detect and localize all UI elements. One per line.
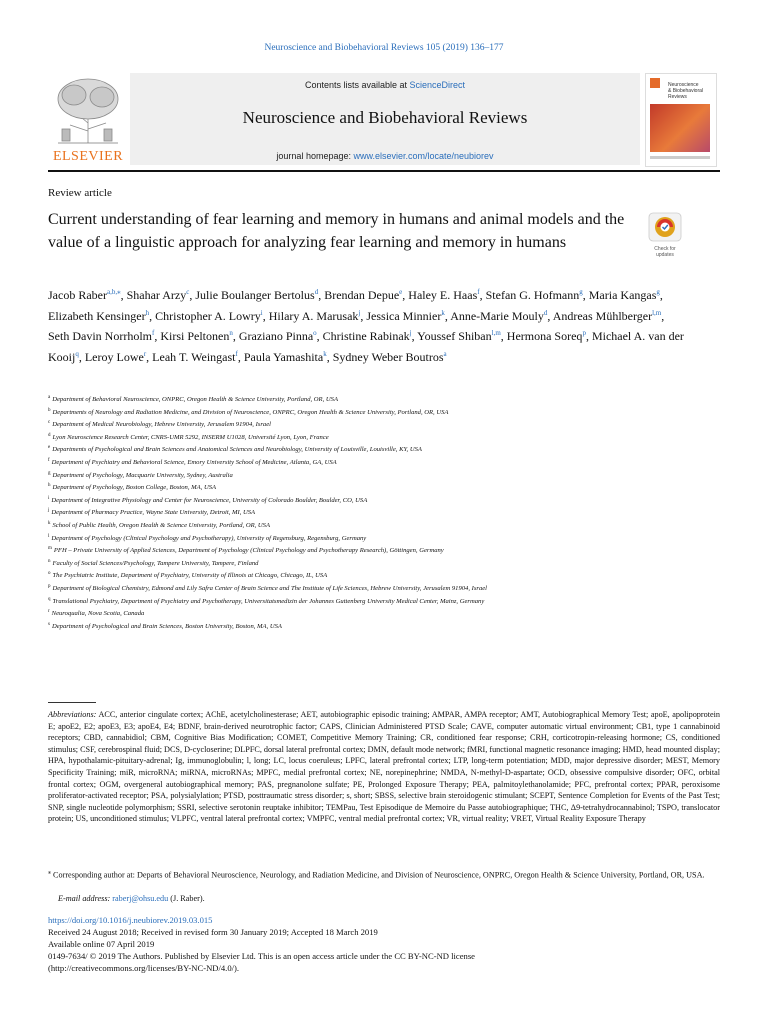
homepage-prefix: journal homepage: <box>276 151 354 161</box>
author-separator: , <box>500 329 507 343</box>
author-name: Leah T. Weingast <box>152 349 236 364</box>
affiliation-item <box>48 620 688 633</box>
abbreviations-label: Abbreviations: <box>48 710 97 719</box>
author-separator: , <box>585 329 592 343</box>
author-separator: , <box>146 349 153 364</box>
affiliation-key: r <box>48 609 50 615</box>
corresp-mark: ⁎ <box>48 870 51 876</box>
author-separator: , <box>479 288 486 302</box>
affiliation-text: Translational Psychiatry, Department of Psychiatry and Psychotherapy, Universitatsmedizin der Johannes Guttenberg University Medical Center, Mainz, Germany <box>52 597 485 605</box>
author-name: Christopher A. Lowry <box>155 308 261 323</box>
author-affiliation-marks[interactable]: r <box>143 349 147 358</box>
affiliation-text: School of Public Health, Oregon Health & Science University, Portland, OR, USA <box>52 522 270 530</box>
author-separator: , <box>149 308 156 323</box>
author-affiliation-marks[interactable]: p <box>582 329 586 337</box>
author-name: Michael A. van der Kooij <box>48 329 684 364</box>
affiliation-item <box>48 456 688 469</box>
affiliation-item <box>48 557 688 570</box>
author-separator: , <box>318 288 325 302</box>
check-label: updates <box>656 251 674 258</box>
author-separator: , <box>189 288 196 302</box>
author-separator: , <box>326 349 333 364</box>
cover-logo-icon <box>650 78 660 88</box>
author-affiliation-marks[interactable]: k <box>441 308 445 317</box>
affiliation-text: Neuroqualia, Nova Scotia, Canada <box>51 610 145 618</box>
crossmark-icon <box>648 212 682 242</box>
author-affiliation-marks[interactable]: g <box>656 288 660 296</box>
author-separator: , <box>411 329 418 343</box>
affiliation-key: k <box>48 520 51 526</box>
affiliation-key: p <box>48 583 51 589</box>
homepage-line <box>130 151 640 161</box>
affiliation-text: Department of Psychology, Macquarie University, Sydney, Australia <box>52 471 233 479</box>
check-label: Check for <box>654 246 676 252</box>
author-affiliation-marks[interactable]: a <box>443 349 447 358</box>
author-affiliation-marks[interactable]: j <box>409 329 412 337</box>
affiliation-item <box>48 481 688 494</box>
email-label: E-mail address: <box>58 894 111 903</box>
author[interactable] <box>507 329 586 343</box>
author[interactable] <box>366 309 444 323</box>
sciencedirect-link[interactable]: ScienceDirect <box>409 80 466 90</box>
affiliation-key: a <box>48 395 51 400</box>
affiliation-item <box>48 443 688 456</box>
author-affiliation-marks[interactable]: f <box>235 349 238 358</box>
cover-artwork <box>650 104 710 152</box>
author-name: Jacob Raber <box>48 288 107 302</box>
author-separator: , <box>154 329 161 343</box>
author-name: Paula Yamashita <box>243 349 324 364</box>
author[interactable] <box>155 309 263 323</box>
affiliation-key: f <box>48 457 50 463</box>
author-affiliation-marks[interactable]: i <box>260 308 263 317</box>
author-affiliation-marks[interactable]: e <box>399 288 403 296</box>
cover-footer-bar <box>650 156 710 159</box>
affiliation-item <box>48 519 688 532</box>
author-separator: , <box>402 288 409 302</box>
author-name: Hilary A. Marusak <box>268 308 359 323</box>
article-type: Review article <box>48 187 112 199</box>
affiliation-item <box>48 406 688 419</box>
available-online: Available online 07 April 2019 <box>48 939 155 949</box>
journal-title: Neuroscience and Biobehavioral Reviews <box>242 108 528 127</box>
affiliation-text: Faculty of Social Sciences/Psychology, Tampere University, Tampere, Finland <box>52 559 259 567</box>
affiliation-item <box>48 494 688 507</box>
affiliation-key: g <box>48 470 51 476</box>
journal-cover-thumbnail[interactable] <box>645 73 717 167</box>
affiliation-text: PFH – Private University of Applied Sciences, Department of Psychology (Clinical Psychology and Psychotherapy Research), Göttingen, Germany <box>53 547 444 555</box>
affiliation-item <box>48 595 688 608</box>
author-name: Sydney Weber Boutros <box>332 349 444 364</box>
author[interactable] <box>244 350 327 364</box>
author-separator: , <box>582 288 589 302</box>
author[interactable] <box>239 329 317 343</box>
affiliation-text: Department of Biological Chemistry, Edmond and Lily Safra Center of Brain Science and The Institute of Life Sciences, Hebrew University, Jerusalem 91904, Israel <box>52 585 488 593</box>
author-name: Youssef Shiban <box>417 329 492 343</box>
abbreviations-text: ACC, anterior cingulate cortex; AChE, acetylcholinesterase; AET, autobiographic episodic training; AMPAR, AMPA receptor; AMT, Autobiographical Memory Test; apoE, apolipoprotein E; apoE2, E2; apoE3, E3; apoE4, E4; BDNF, brain-derived neurotrophic factor; CAPS, Clinician Administered PTSD Scale; CAVE, computer automatic virtual environment; CB1, type 1 cannabinoid receptors; CBD, cannabidiol; CBM, Cognitive Bias Modification; COMET, Competitive Memory Training; CR, conditioned fear response; CRH, corticotropin-releasing hormone; CS, conditioned stimulus; CSF, cerebrospinal fluid; DCS, D-cycloserine; DLPFC, dorsal lateral prefrontal cortex; DMN, default mode network; fMRI, functional magnetic resonance imaging; HMD, head mounted display; HPA, hypothalamic-pituitary-adrenal; Ig, immunoglobulin; l, long; LC, locus coeruleus; LPFC, lateral prefrontal cortex; LTP, long-term potentiation; MDD, major depressive disorder; MEST, Memory Specificity Training; miR, microRNA; miRNA, microRNAs; MPFC, medial prefrontal cortex; NE, norepinephrine; NMDA, N-methyl-D-aspartate; OCD, obsessive compulsive disorder; OFC, orbital frontal cortex; OGM, overgeneral autobiographical memory; PAS, pregnanolone sulfate; PE, Prolonged Exposure Therapy; PEA, palmitoylethanolamide; PFC, prefrontal cortex; PPAR, peroxisome proliferator-activated receptor; PSA, polysialylation; PTSD, posttraumatic stress disorder; s, short; SBSS, selective brain steroidogenic stimulant; SCEPT, Sentence Completion for Events of the Past Test; SNP, single nucleotide polymorphism; SSRI, selective serotonin reuptake inhibitor; TEMPau, Test Episodique de Memoire du Passe autobiographique; THC, Δ9-tetrahydrocannabinol; TSPO, translocator protein; US, unconditioned stimulus; VLPFC, ventral lateral prefrontal cortex; VMPFC, ventral medial prefrontal cortex; VR, virtual reality; VRET, Virtual Reality Exposure Therapy <box>48 710 720 824</box>
author-separator: , <box>78 349 85 364</box>
author-separator: , <box>316 329 323 343</box>
affiliation-item <box>48 506 688 519</box>
author-separator: , <box>659 288 663 302</box>
affiliation-key: m <box>48 546 52 552</box>
author[interactable] <box>48 329 154 343</box>
email-suffix: (J. Raber). <box>168 894 205 903</box>
affiliation-text: Department of Psychiatry and Behavioral Science, Emory University School of Medicine, Atlanta, GA, USA <box>51 459 337 467</box>
affiliation-key: h <box>48 483 51 489</box>
homepage-link[interactable]: www.elsevier.com/locate/neubiorev <box>353 151 494 161</box>
author-name: Elizabeth Kensinger <box>48 308 146 323</box>
cover-title <box>668 82 703 100</box>
author[interactable] <box>48 288 121 302</box>
cover-title-line: Reviews <box>668 94 687 100</box>
email-link[interactable]: raberj@ohsu.edu <box>112 894 169 903</box>
affiliation-item <box>48 582 688 595</box>
affiliation-key: l <box>48 533 50 539</box>
author[interactable] <box>333 350 447 364</box>
doi-link[interactable]: https://doi.org/10.1016/j.neubiorev.2019.03.015 <box>48 915 213 925</box>
author-separator: , <box>547 308 553 323</box>
corresp-text: Corresponding author at: Departs of Behavioral Neuroscience, Neurology, and Radiation Medicine, and Division of Neuroscience, ONPRC, Oregon Health & Science University, Portland, OR, USA. <box>51 870 705 880</box>
email-line <box>58 894 205 903</box>
author[interactable] <box>127 288 190 302</box>
affiliation-text: Department of Psychology (Clinical Psychology and Psychotherapy), University of Regensburg, Regensburg, Germany <box>51 534 367 542</box>
author-separator: , <box>120 288 127 302</box>
license-line: 0149-7634/ © 2019 The Authors. Published by Elsevier Ltd. This is an open access article under the CC BY-NC-ND license <box>48 951 475 961</box>
author-name: Andreas Mühlberger <box>552 308 653 323</box>
author-name: Leroy Lowe <box>84 349 144 364</box>
affiliation-item <box>48 607 688 620</box>
affiliation-key: j <box>48 508 50 514</box>
affiliation-key: q <box>48 596 51 602</box>
affiliation-key: b <box>48 407 51 413</box>
author[interactable] <box>324 288 402 302</box>
author[interactable] <box>269 309 361 323</box>
author-affiliation-marks[interactable]: q <box>75 349 79 358</box>
affiliation-item <box>48 544 688 557</box>
affiliation-text: Departments of Neurology and Radiation Medicine, and Division of Neuroscience, ONPRC, Oregon Health & Science University, Portland, OR, USA <box>52 408 449 416</box>
author-name: Brendan Depue <box>324 288 400 302</box>
author-separator: , <box>237 349 244 364</box>
author[interactable] <box>589 288 660 302</box>
author-name: Haley E. Haas <box>408 288 478 302</box>
author-name: Graziano Pinna <box>238 329 314 343</box>
affiliation-text: The Psychiatric Institute, Department of Psychiatry, University of Illinois at Chicago, Chicago, IL, USA <box>52 572 328 580</box>
header-rule <box>48 170 720 172</box>
author-affiliation-marks[interactable]: d <box>543 308 548 317</box>
affiliation-text: Department of Psychology, Boston College, Boston, MA, USA <box>52 484 217 492</box>
author-name: Shahar Arzy <box>126 288 187 302</box>
publisher-name: ELSEVIER <box>52 149 124 164</box>
affiliation-key: s <box>48 621 50 627</box>
affiliation-item <box>48 469 688 482</box>
author-affiliation-marks[interactable]: a,b,⁎ <box>106 288 121 296</box>
author[interactable] <box>85 350 146 364</box>
affiliation-key: e <box>48 445 51 451</box>
author-separator: , <box>360 308 367 323</box>
affiliation-text: Lyon Neuroscience Research Center, CNRS-UMR 5292, INSERM U1028, Université Lyon, Lyon, France <box>52 433 329 441</box>
affiliation-key: c <box>48 420 51 426</box>
author-name: Anne-Marie Mouly <box>450 308 544 323</box>
corresponding-author-note <box>48 868 720 881</box>
affiliation-item <box>48 393 688 406</box>
author-affiliation-marks[interactable]: n <box>229 329 233 337</box>
cover-title-line: Neuroscience <box>668 82 699 88</box>
author[interactable] <box>417 329 501 343</box>
affiliation-key: i <box>48 495 50 501</box>
author-affiliation-marks[interactable]: f <box>152 329 155 337</box>
affiliation-text: Department of Behavioral Neuroscience, ONPRC, Oregon Health & Science University, Portland, OR, USA <box>52 396 338 404</box>
author-affiliation-marks[interactable]: h <box>145 308 150 317</box>
check-for-updates-badge[interactable] <box>648 212 682 258</box>
author-separator: , <box>444 308 451 323</box>
author-name: Hermona Soreq <box>506 329 583 343</box>
affiliation-item <box>48 569 688 582</box>
author[interactable] <box>195 288 318 302</box>
author-list <box>48 284 688 366</box>
article-metadata <box>48 914 720 974</box>
affiliation-key: d <box>48 432 51 438</box>
abbreviations-footnote <box>48 709 720 825</box>
author[interactable] <box>408 288 479 302</box>
footnote-rule <box>48 702 96 703</box>
affiliation-item <box>48 418 688 431</box>
author[interactable] <box>48 309 149 323</box>
journal-citation[interactable]: Neuroscience and Biobehavioral Reviews 105 (2019) 136–177 <box>264 43 504 53</box>
author-separator: , <box>262 308 269 323</box>
author[interactable] <box>552 308 665 323</box>
author[interactable] <box>486 288 583 302</box>
contents-prefix: Contents lists available at <box>304 80 410 90</box>
author-name: Jessica Minnier <box>366 308 442 323</box>
author[interactable] <box>450 309 547 323</box>
author-affiliation-marks[interactable]: o <box>313 329 317 337</box>
author-affiliation-marks[interactable]: l,m <box>652 308 662 317</box>
affiliation-text: Department of Integrative Physiology and Center for Neuroscience, University of Colorado Boulder, Boulder, CO, USA <box>51 496 368 504</box>
author[interactable] <box>323 329 412 343</box>
article-title: Current understanding of fear learning and memory in humans and animal models and the value of a linguistic approach for analyzing fear learning and memory in humans <box>48 211 625 251</box>
affiliation-text: Department of Pharmacy Practice, Wayne State University, Detroit, MI, USA <box>51 509 256 517</box>
elsevier-logo <box>48 73 128 165</box>
received-dates: Received 24 August 2018; Received in revised form 30 January 2019; Accepted 18 March 2019 <box>48 927 378 937</box>
author-name: Stefan G. Hofmann <box>485 288 580 302</box>
affiliation-item <box>48 532 688 545</box>
author-affiliation-marks[interactable]: d <box>314 288 319 296</box>
affiliation-text: Department of Psychological and Brain Sciences, Boston University, Boston, MA, USA <box>51 622 282 630</box>
author-affiliation-marks[interactable]: c <box>186 288 190 296</box>
author[interactable] <box>152 350 238 364</box>
affiliation-text: Departments of Psychological and Brain Sciences and Anatomical Sciences and Neurobiology, University of Louisville, Louisville, KY, USA <box>52 446 422 454</box>
author-affiliation-marks[interactable]: k <box>323 349 327 358</box>
author-affiliation-marks[interactable]: l,m <box>491 329 501 337</box>
author-affiliation-marks[interactable]: j <box>358 308 361 317</box>
affiliation-list <box>48 393 688 632</box>
affiliation-text: Department of Medical Neurobiology, Hebrew University, Jerusalem 91904, Israel <box>52 421 271 429</box>
author-affiliation-marks[interactable]: g <box>579 288 583 296</box>
author-affiliation-marks[interactable]: f <box>477 288 480 296</box>
affiliation-item <box>48 431 688 444</box>
elsevier-tree-icon <box>48 73 128 147</box>
affiliation-key: n <box>48 558 51 564</box>
cover-title-line: & Biobehavioral <box>668 88 704 94</box>
license-url[interactable]: (http://creativecommons.org/licenses/BY-NC-ND/4.0/). <box>48 963 240 973</box>
author-separator: , <box>232 329 239 343</box>
author-name: Maria Kangas <box>588 288 657 302</box>
author-name: Christine Rabinak <box>322 329 410 343</box>
author-name: Julie Boulanger Bertolus <box>195 288 315 302</box>
author-separator: , <box>661 308 665 323</box>
affiliation-key: o <box>48 571 51 577</box>
contents-line <box>130 80 640 90</box>
author-name: Seth Davin Norrholm <box>48 329 152 343</box>
author[interactable] <box>160 329 233 343</box>
author-name: Kirsi Peltonen <box>160 329 230 343</box>
